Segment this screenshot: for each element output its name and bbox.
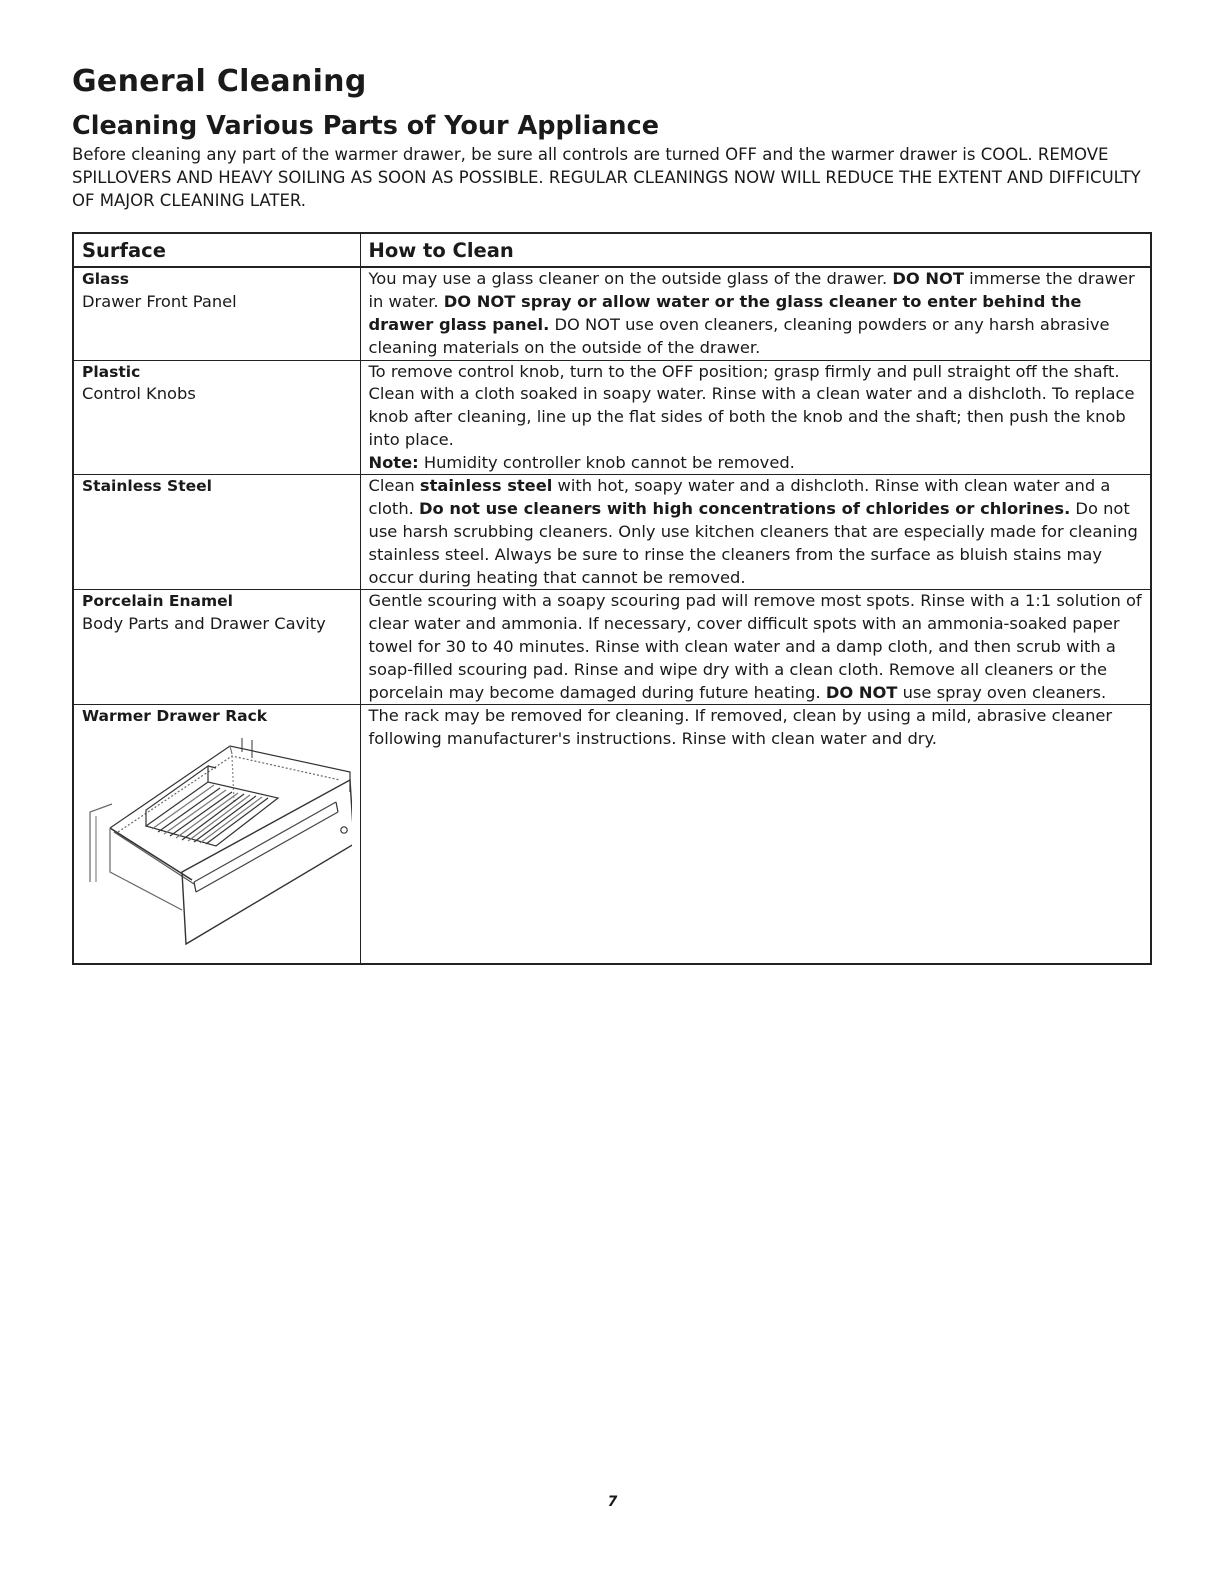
surface-name: Warmer Drawer Rack	[82, 707, 268, 726]
instructions-cell	[360, 590, 1151, 705]
instructions-text	[369, 590, 1143, 704]
text-run: Do not use harsh scrubbing cleaners. Only use kitchen cleaners that are especially made for cleaning stainless steel. Always be sure to rinse the cleaners from the surface as bluish stains may occur during heating that cannot be removed.	[368, 499, 1138, 587]
surface-name: Glass	[82, 270, 129, 289]
table-row	[73, 267, 1151, 360]
text-run: immerse the drawer in water.	[368, 269, 1135, 312]
surface-cell	[73, 475, 360, 590]
page-content	[72, 64, 1152, 965]
text-run: You may use a glass cleaner on the outside glass of the drawer.	[368, 269, 893, 289]
instructions-text: To remove control knob, turn to the OFF position; grasp firmly and pull straight off the shaft. Clean with a cloth soaked in soapy water. Rinse with a clean water and a dishcloth. To replace knob after cleaning, line up the flat sides of both the knob and the shaft; then push the knob into place.	[368, 361, 1135, 449]
text-run: DO NOT use oven cleaners, cleaning powders or any harsh abrasive cleaning materials on the outside of the drawer.	[368, 314, 1110, 357]
text-run-bold: Do not use cleaners with high concentrations of chlorides or chlorines.	[419, 499, 1071, 519]
instructions-cell	[360, 360, 1151, 475]
header-surface: Surface	[73, 233, 360, 267]
note-line	[369, 452, 1143, 475]
table-row	[73, 475, 1151, 590]
surface-cell	[73, 267, 360, 360]
surface-name: Porcelain Enamel	[82, 592, 233, 611]
text-run: Gentle scouring with a soapy scouring pad will remove most spots. Rinse with a 1:1 solution of clear water and ammonia. If necessary, cover difficult spots with an ammonia-soaked paper towel for 30 to 40 minutes. Rinse with clean water and a damp cloth, and then scrub with a soap-filled scouring pad. Rinse and wipe dry with a clean cloth. Remove all cleaners or the porcelain may become damaged during future heating.	[368, 591, 1142, 702]
instructions-cell	[360, 267, 1151, 360]
text-run-bold: DO NOT	[892, 269, 964, 289]
surface-subtitle: Body Parts and Drawer Cavity	[82, 614, 326, 634]
table-row	[73, 590, 1151, 705]
instructions-cell	[360, 475, 1151, 590]
surface-subtitle: Drawer Front Panel	[82, 292, 237, 312]
intro-paragraph: Before cleaning any part of the warmer drawer, be sure all controls are turned OFF and the warmer drawer is COOL. REMOVE SPILLOVERS AND HEAVY SOILING AS SOON AS POSSIBLE. REGULAR CLEANINGS NOW WILL REDUCE THE EXTENT AND DIFFICULTY OF MAJOR CLEANING LATER.	[72, 145, 1141, 211]
section-title: Cleaning Various Parts of Your Appliance	[72, 111, 659, 141]
instructions-cell	[360, 705, 1151, 965]
text-run: use spray oven cleaners.	[897, 682, 1107, 702]
warmer-drawer-rack-illustration	[82, 732, 352, 954]
table-row	[73, 705, 1151, 965]
page-number: 7	[607, 1494, 618, 1510]
header-how-to-clean: How to Clean	[360, 233, 1151, 267]
surface-name: Stainless Steel	[82, 477, 212, 496]
note-label: Note:	[368, 452, 419, 472]
instructions-text	[369, 475, 1143, 589]
text-run-bold: DO NOT spray or allow water or the glass cleaner to enter behind the drawer glass panel.	[368, 292, 1082, 334]
instructions-text	[369, 268, 1143, 359]
page-title: General Cleaning	[72, 64, 367, 99]
table-header-row	[73, 233, 1151, 267]
table-row	[73, 360, 1151, 475]
text-run: with hot, soapy water and a dishcloth. Rinse with clean water and a cloth.	[368, 476, 1111, 519]
cleaning-table	[72, 232, 1152, 965]
surface-cell	[73, 705, 360, 965]
note-text: Humidity controller knob cannot be removed.	[418, 452, 795, 472]
surface-cell	[73, 590, 360, 705]
surface-cell	[73, 360, 360, 475]
surface-subtitle: Control Knobs	[82, 384, 196, 404]
text-run-bold: DO NOT	[825, 682, 898, 702]
text-run-bold: stainless steel	[419, 476, 553, 496]
instructions-text: The rack may be removed for cleaning. If removed, clean by using a mild, abrasive cleaner following manufacturer's instructions. Rinse with clean water and dry.	[368, 706, 1113, 749]
text-run: Clean	[368, 476, 420, 496]
surface-name: Plastic	[82, 362, 141, 381]
